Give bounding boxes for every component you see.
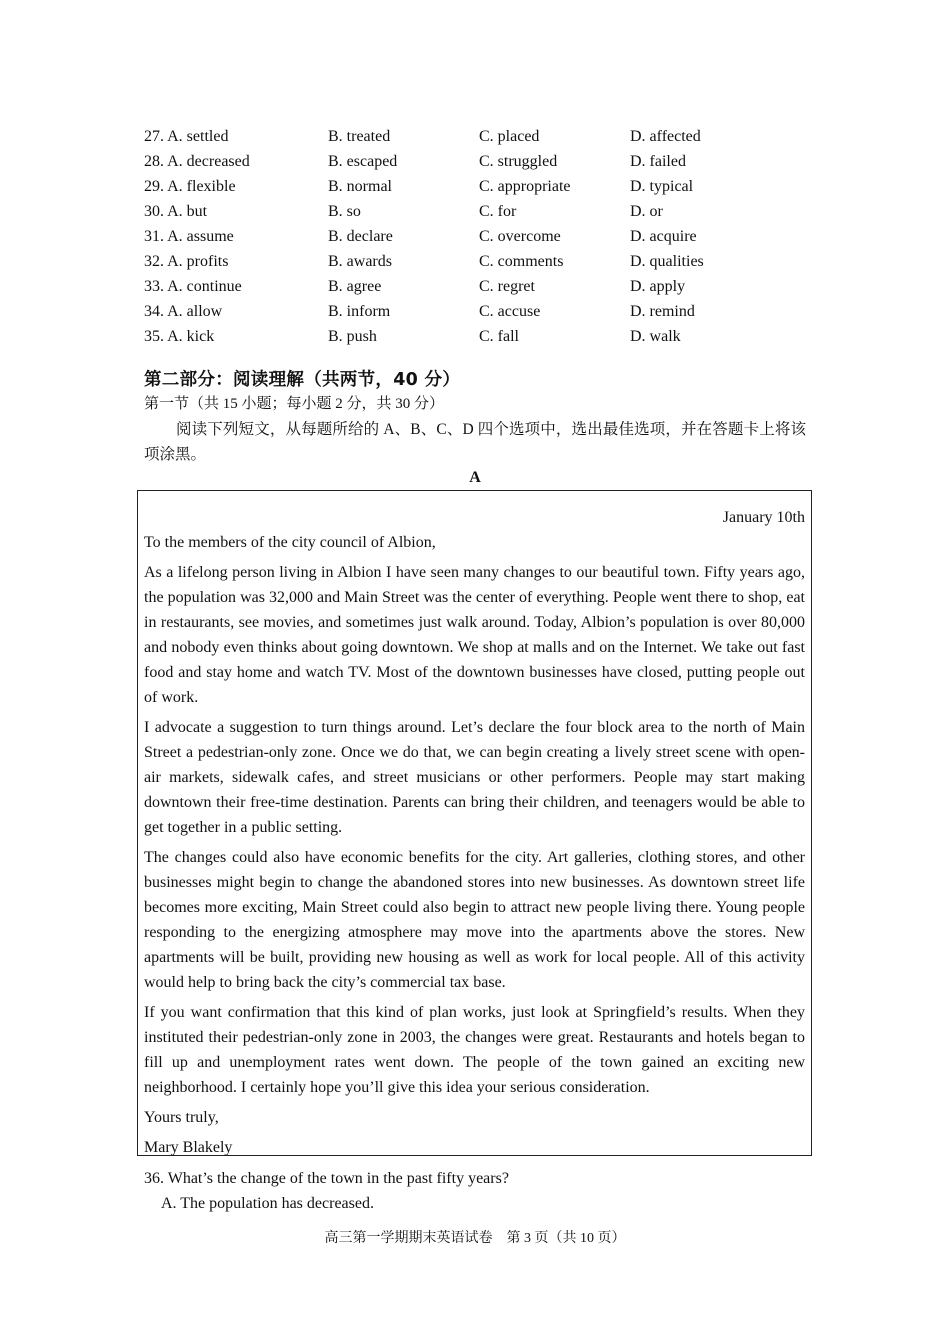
section-title: 第二部分：阅读理解（共两节，40 分） bbox=[144, 370, 461, 390]
letter-paragraph: If you want confirmation that this kind of plan works, just look at Springfield’s results. When they instituted their pedestrian-only zone in 2003, the changes were great. Restaurants and hotels began to fill up and unemployment rates went down. The people of the town gained an exciting new neighborhood. I certainly hope you’ll give this idea your serious consideration. bbox=[144, 1004, 805, 1096]
option-c: C. regret bbox=[479, 278, 535, 295]
page-footer: 高三第一学期期末英语试卷 第 3 页（共 10 页） bbox=[324, 1231, 626, 1246]
letter-paragraph: As a lifelong person living in Albion I have seen many changes to our beautiful town. Fifty years ago, the population was 32,000 and Main Street was the center of everything. People went there to shop, eat in restaurants, see movies, and sometimes just walk around. Today, Albion’s population is over 80,000 and nobody even thinks about going downtown. We shop at malls and on the Internet. We take out fast food and stay home and watch TV. Most of the downtown businesses have closed, putting people out of work. bbox=[144, 564, 805, 706]
option-c: C. placed bbox=[479, 128, 540, 145]
option-d: D. apply bbox=[630, 278, 686, 295]
option-b: B. treated bbox=[328, 128, 391, 145]
option-d: D. qualities bbox=[630, 253, 704, 270]
letter bbox=[144, 505, 805, 1165]
option-d: D. affected bbox=[630, 128, 701, 145]
option-a: 28. A. decreased bbox=[144, 153, 250, 170]
option-a: 32. A. profits bbox=[144, 253, 229, 270]
option-d: D. or bbox=[630, 203, 663, 220]
option-b: B. awards bbox=[328, 253, 392, 270]
option-d: D. walk bbox=[630, 328, 681, 345]
option-row bbox=[144, 174, 804, 199]
option-c: C. comments bbox=[479, 253, 564, 270]
option-row bbox=[144, 324, 804, 349]
option-b: B. declare bbox=[328, 228, 393, 245]
option-row bbox=[144, 199, 804, 224]
option-c: C. overcome bbox=[479, 228, 561, 245]
option-a: 35. A. kick bbox=[144, 328, 215, 345]
option-row bbox=[144, 249, 804, 274]
option-b: B. agree bbox=[328, 278, 382, 295]
section-subtitle: 第一节（共 15 小题；每小题 2 分，共 30 分） bbox=[144, 396, 445, 412]
option-a: 30. A. but bbox=[144, 203, 208, 220]
section-instruction: 阅读下列短文，从每题所给的 A、B、C、D 四个选项中，选出最佳选项，并在答题卡上将该项涂黑。 bbox=[144, 421, 806, 463]
option-b: B. push bbox=[328, 328, 377, 345]
option-b: B. escaped bbox=[328, 153, 398, 170]
option-row bbox=[144, 149, 804, 174]
question-stem: 36. What’s the change of the town in the past fifty years? bbox=[144, 1170, 509, 1187]
option-row bbox=[144, 124, 804, 149]
option-a: 34. A. allow bbox=[144, 303, 223, 320]
letter-greeting: To the members of the city council of Albion, bbox=[144, 534, 436, 551]
letter-paragraph: The changes could also have economic benefits for the city. Art galleries, clothing stores, and other businesses might begin to change the abandoned stores into new businesses. As downtown street life becomes more exciting, Main Street could also begin to attract new people living there. Young people responding to the energizing atmosphere may move into the apartments above the stores. New apartments will be built, providing new housing as well as work for local people. All of this activity would help to bring back the city’s commercial tax base. bbox=[144, 849, 805, 991]
option-c: C. for bbox=[479, 203, 517, 220]
option-b: B. inform bbox=[328, 303, 391, 320]
letter-closing: Yours truly, bbox=[144, 1109, 219, 1126]
option-b: B. normal bbox=[328, 178, 392, 195]
option-d: D. failed bbox=[630, 153, 686, 170]
option-d: D. typical bbox=[630, 178, 694, 195]
option-row bbox=[144, 274, 804, 299]
option-a: 31. A. assume bbox=[144, 228, 234, 245]
option-row bbox=[144, 224, 804, 249]
option-c: C. struggled bbox=[479, 153, 558, 170]
option-a: 27. A. settled bbox=[144, 128, 229, 145]
passage-label: A bbox=[469, 469, 481, 486]
option-c: C. appropriate bbox=[479, 178, 571, 195]
option-c: C. fall bbox=[479, 328, 519, 345]
letter-date: January 10th bbox=[722, 509, 805, 526]
option-row bbox=[144, 299, 804, 324]
option-a: 29. A. flexible bbox=[144, 178, 236, 195]
option-c: C. accuse bbox=[479, 303, 541, 320]
cloze-options bbox=[144, 124, 804, 349]
option-d: D. remind bbox=[630, 303, 695, 320]
question-36 bbox=[144, 1166, 509, 1216]
letter-signature: Mary Blakely bbox=[144, 1139, 233, 1156]
option-b: B. so bbox=[328, 203, 361, 220]
option-d: D. acquire bbox=[630, 228, 697, 245]
option-a: 33. A. continue bbox=[144, 278, 242, 295]
letter-paragraph: I advocate a suggestion to turn things around. Let’s declare the four block area to the north of Main Street a pedestrian-only zone. Once we do that, we can begin creating a lively street scene with open-air markets, sidewalk cafes, and street musicians or other performers. People may start making downtown their free-time destination. Parents can bring their children, and teenagers would be able to get together in a public setting. bbox=[144, 719, 805, 836]
question-option-a: A. The population has decreased. bbox=[161, 1195, 374, 1212]
